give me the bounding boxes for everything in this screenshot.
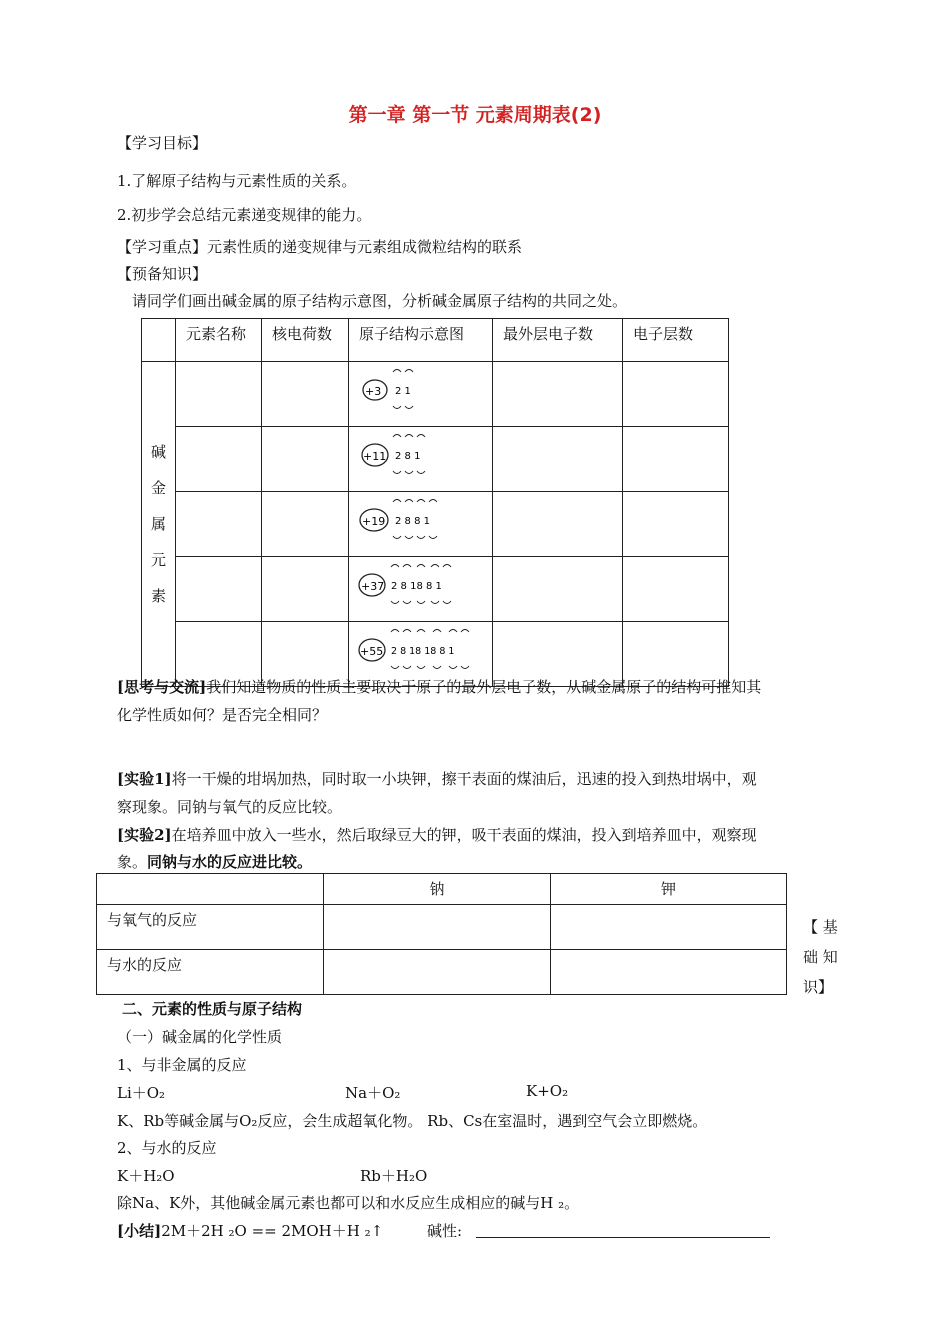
shell-label: 2 8 18 18 8 1 bbox=[391, 646, 455, 657]
cell-k-name bbox=[176, 492, 262, 557]
group-char: 元 bbox=[150, 551, 166, 569]
row-oxygen-label: 与氧气的反应 bbox=[97, 905, 324, 950]
exp2-text-2a: 象。 bbox=[117, 853, 148, 871]
group-label bbox=[142, 362, 176, 687]
goals-header: 【学习目标】 bbox=[117, 134, 208, 152]
cell-li-charge bbox=[262, 362, 349, 427]
row-water-label: 与水的反应 bbox=[97, 950, 324, 995]
header-nuclear-charge: 核电荷数 bbox=[262, 319, 349, 362]
atom-diagram-rb bbox=[349, 557, 493, 622]
group-char: 属 bbox=[150, 515, 166, 533]
cell-rb-charge bbox=[262, 557, 349, 622]
exp1-label: [实验1] bbox=[117, 770, 172, 788]
think-line-1 bbox=[117, 676, 761, 697]
table-row bbox=[142, 557, 729, 622]
header-element-name: 元素名称 bbox=[176, 319, 262, 362]
group-char: 碱 bbox=[150, 443, 166, 461]
exp1-line-1 bbox=[117, 768, 757, 789]
table-row bbox=[142, 492, 729, 557]
nucleus-label: +37 bbox=[361, 580, 385, 593]
side-note bbox=[803, 912, 841, 1002]
cell-li-name bbox=[176, 362, 262, 427]
table-row bbox=[142, 427, 729, 492]
exp1-text-1: 将一干燥的坩埚加热，同时取一小块钾，擦干表面的煤油后，迅速的投入到热坩埚中，观 bbox=[171, 770, 757, 788]
shell-label: 2 8 1 bbox=[395, 451, 421, 462]
think-text-1: 我们知道物质的性质主要取决于原子的最外层电子数，从碱金属原子的结构可推知其 bbox=[206, 678, 762, 696]
cell-na-shells bbox=[623, 427, 729, 492]
exp2-text-2b: 同钠与水的反应进比较。 bbox=[147, 853, 313, 871]
goal-1: 1.了解原子结构与元素性质的关系。 bbox=[117, 172, 357, 190]
answer-blank[interactable] bbox=[476, 1237, 770, 1238]
reaction-na-o2: Na＋O₂ bbox=[345, 1084, 401, 1102]
cell-k-oxygen bbox=[551, 905, 787, 950]
summary-label: [小结] bbox=[117, 1222, 162, 1240]
nucleus-label: +19 bbox=[362, 515, 386, 528]
exp2-text-1: 在培养皿中放入一些水，然后取绿豆大的钾，吸干表面的煤油，投入到培养皿中，观察现 bbox=[171, 826, 757, 844]
nucleus-label: +11 bbox=[363, 450, 387, 463]
page-title: 第一章 第一节 元素周期表(2) bbox=[348, 104, 602, 126]
basicity-label: 碱性: bbox=[427, 1222, 463, 1240]
cell-na-charge bbox=[262, 427, 349, 492]
shell-label: 2 8 18 8 1 bbox=[391, 581, 442, 592]
atom-diagram-li bbox=[349, 362, 493, 427]
group-char: 素 bbox=[150, 587, 166, 605]
exp2-label: [实验2] bbox=[117, 826, 172, 844]
atom-diagram-svg bbox=[349, 427, 482, 487]
item-1: 1、与非金属的反应 bbox=[117, 1056, 247, 1074]
side-note-line: 【 基 bbox=[803, 918, 838, 936]
header-structure-diagram: 原子结构示意图 bbox=[349, 319, 493, 362]
table-row bbox=[97, 874, 787, 905]
side-note-line: 识】 bbox=[803, 978, 834, 996]
atom-diagram-svg bbox=[349, 492, 482, 552]
cell-na-name bbox=[176, 427, 262, 492]
cell-na-water bbox=[324, 950, 551, 995]
table-row bbox=[142, 362, 729, 427]
header-shell-count: 电子层数 bbox=[623, 319, 729, 362]
cell-rb-outer bbox=[493, 557, 623, 622]
note-2: 除Na、K外，其他碱金属元素也都可以和水反应生成相应的碱与H ₂。 bbox=[117, 1194, 580, 1212]
cell-k-water bbox=[551, 950, 787, 995]
cell-na-oxygen bbox=[324, 905, 551, 950]
item-2: 2、与水的反应 bbox=[117, 1139, 217, 1157]
reaction-k-o2: K+O₂ bbox=[526, 1082, 569, 1100]
reaction-li-o2: Li＋O₂ bbox=[117, 1084, 166, 1102]
group-char: 金 bbox=[150, 479, 166, 497]
focus-text: 元素性质的递变规律与元素组成微粒结构的联系 bbox=[207, 238, 523, 256]
section-2-heading: 二、元素的性质与原子结构 bbox=[122, 1000, 303, 1018]
summary-text: 2M＋2H ₂O == 2MOH＋H ₂↑ bbox=[161, 1222, 384, 1240]
cell-na-outer bbox=[493, 427, 623, 492]
reaction-k-h2o: K＋H₂O bbox=[117, 1167, 175, 1185]
table-row bbox=[97, 950, 787, 995]
summary-line bbox=[117, 1220, 383, 1241]
exp2-line-2 bbox=[117, 851, 312, 872]
exp1-text-2: 察现象。同钠与氧气的反应比较。 bbox=[117, 798, 343, 816]
shell-label: 2 1 bbox=[395, 386, 411, 397]
think-label: [思考与交流] bbox=[117, 678, 207, 696]
corner-cell bbox=[97, 874, 324, 905]
cell-li-shells bbox=[623, 362, 729, 427]
think-text-2: 化学性质如何？是否完全相同？ bbox=[117, 706, 328, 724]
cell-rb-name bbox=[176, 557, 262, 622]
col-sodium: 钠 bbox=[324, 874, 551, 905]
atom-diagram-na bbox=[349, 427, 493, 492]
header-outer-electrons: 最外层电子数 bbox=[493, 319, 623, 362]
table-row bbox=[97, 905, 787, 950]
focus-label: 【学习重点】 bbox=[117, 238, 208, 256]
prep-text: 请同学们画出碱金属的原子结构示意图，分析碱金属原子结构的共同之处。 bbox=[132, 292, 628, 310]
reaction-rb-h2o: Rb＋H₂O bbox=[360, 1167, 428, 1185]
atom-diagram-k bbox=[349, 492, 493, 557]
cell-k-outer bbox=[493, 492, 623, 557]
table-header-row bbox=[142, 319, 729, 362]
atom-diagram-svg bbox=[349, 362, 482, 422]
cell-k-charge bbox=[262, 492, 349, 557]
atom-diagram-svg bbox=[349, 622, 482, 682]
cell-rb-shells bbox=[623, 557, 729, 622]
header-corner bbox=[142, 319, 176, 362]
prep-header: 【预备知识】 bbox=[117, 265, 208, 283]
exp2-line-1 bbox=[117, 824, 757, 845]
nucleus-label: +55 bbox=[360, 645, 384, 658]
col-potassium: 钾 bbox=[551, 874, 787, 905]
goal-2: 2.初步学会总结元素递变规律的能力。 bbox=[117, 206, 372, 224]
cell-li-outer bbox=[493, 362, 623, 427]
focus-line bbox=[117, 236, 522, 257]
comparison-table bbox=[96, 873, 787, 995]
atom-diagram-svg bbox=[349, 557, 482, 617]
subsection-1: （一）碱金属的化学性质 bbox=[117, 1028, 283, 1046]
cell-k-shells bbox=[623, 492, 729, 557]
note-1: K、Rb等碱金属与O₂反应，会生成超氧化物。 Rb、Cs在室温时，遇到空气会立即燃烧。 bbox=[117, 1112, 708, 1130]
nucleus-label: +3 bbox=[365, 385, 382, 398]
side-note-line: 础 知 bbox=[803, 948, 838, 966]
alkali-structure-table bbox=[141, 318, 729, 687]
shell-label: 2 8 8 1 bbox=[395, 516, 430, 527]
